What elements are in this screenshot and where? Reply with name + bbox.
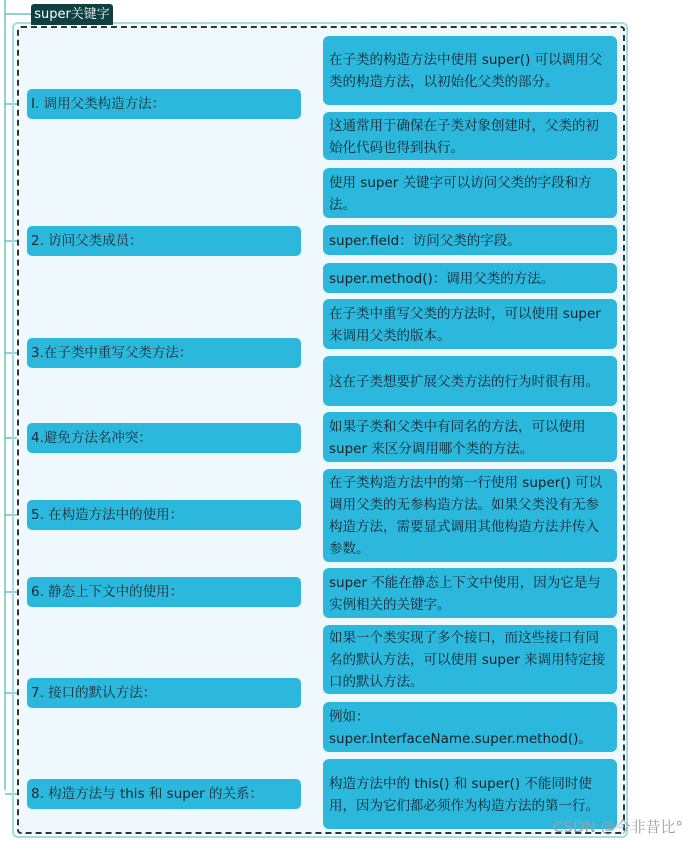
leaf-1-2[interactable]: 这通常用于确保在子类对象创建时，父类的初始化代码也得到执行。 <box>323 112 617 160</box>
leaf-3-2[interactable]: 这在子类想要扩展父类方法的行为时很有用。 <box>323 356 617 406</box>
topic-4[interactable]: 4.避免方法名冲突： <box>27 423 301 453</box>
root-topic[interactable]: super关键字 <box>31 4 113 25</box>
topic-1[interactable]: I. 调用父类构造方法： <box>27 89 301 119</box>
watermark: CSDN @今非昔比° <box>552 818 683 836</box>
topic-5[interactable]: 5. 在构造方法中的使用： <box>27 500 301 530</box>
leaf-1-1[interactable]: 在子类的构造方法中使用 super() 可以调用父类的构造方法，以初始化父类的部分。 <box>323 36 617 105</box>
topic-8[interactable]: 8. 构造方法与 this 和 super 的关系： <box>27 779 301 809</box>
topic-2[interactable]: 2. 访问父类成员： <box>27 226 301 256</box>
leaf-4-1[interactable]: 如果子类和父类中有同名的方法，可以使用 super 来区分调用哪个类的方法。 <box>323 412 617 462</box>
leaf-2-1[interactable]: 使用 super 关键字可以访问父类的字段和方法。 <box>323 168 617 218</box>
topic-6[interactable]: 6. 静态上下文中的使用： <box>27 577 301 607</box>
topic-7[interactable]: 7. 接口的默认方法： <box>27 678 301 708</box>
leaf-8-1[interactable]: 构造方法中的 this() 和 super() 不能同时使用，因为它们都必须作为构造方法的第一行。 <box>323 759 617 829</box>
leaf-7-2[interactable]: 例如：super.InterfaceName.super.method()。 <box>323 702 617 752</box>
leaf-2-3[interactable]: super.method()：调用父类的方法。 <box>323 263 617 293</box>
topic-3[interactable]: 3.在子类中重写父类方法： <box>27 338 301 368</box>
leaf-6-1[interactable]: super 不能在静态上下文中使用，因为它是与实例相关的关键字。 <box>323 568 617 618</box>
leaf-5-1[interactable]: 在子类构造方法中的第一行使用 super() 可以调用父类的无参构造方法。如果父类没有无参构造方法，需要显式调用其他构造方法并传入参数。 <box>323 469 617 562</box>
leaf-2-2[interactable]: super.field：访问父类的字段。 <box>323 225 617 255</box>
leaf-7-1[interactable]: 如果一个类实现了多个接口，而这些接口有同名的默认方法，可以使用 super 来调用特定接口的默认方法。 <box>323 625 617 694</box>
leaf-3-1[interactable]: 在子类中重写父类的方法时，可以使用 super 来调用父类的版本。 <box>323 299 617 349</box>
